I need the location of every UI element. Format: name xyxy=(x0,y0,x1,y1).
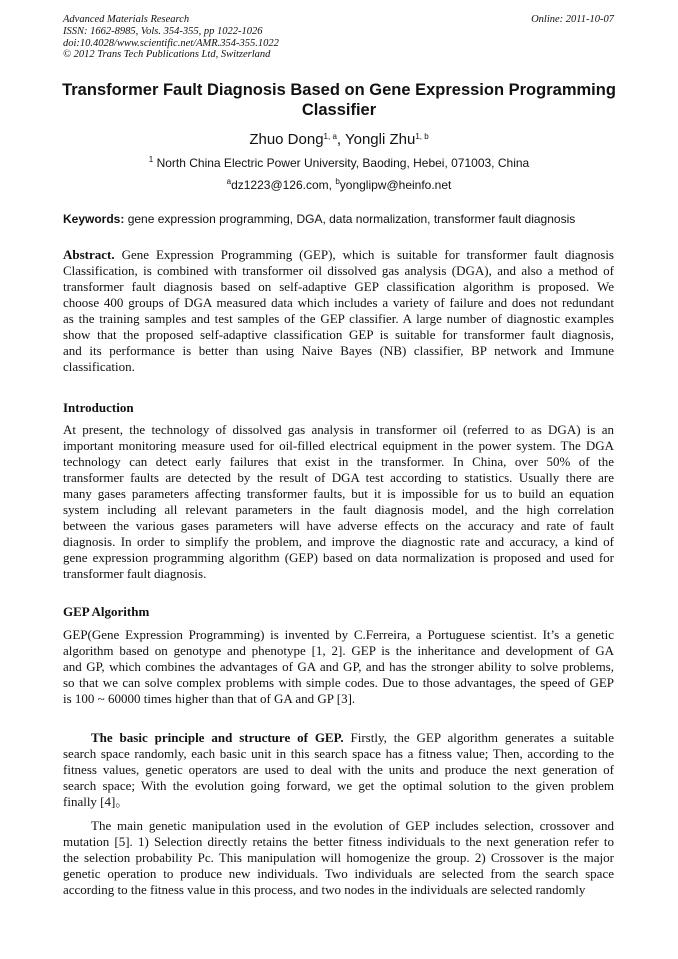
title-line: Transformer Fault Diagnosis Based on Gene Expression Programming xyxy=(62,81,616,99)
text-line: algorithm based on genotype and phenotype [1, 2]. GEP is the inheritance and development of GA xyxy=(63,643,614,658)
journal-header xyxy=(63,14,279,61)
title-line: Classifier xyxy=(301,101,377,119)
keywords-text: gene expression programming, DGA, data normalization, transformer fault diagnosis xyxy=(124,212,576,226)
text-line: between the various gases parameters will have adverse effects on the accuracy and rate of fault xyxy=(63,518,614,533)
text-line: the selection probability Pc. This manipulation will homogenize the group. 2) Crossover is the major xyxy=(63,850,614,865)
text-line: Abstract. Gene Expression Programming (GEP), which is suitable for transformer fault diagnosis xyxy=(63,247,614,262)
email-sup: b xyxy=(335,177,340,186)
author-sep: , xyxy=(336,131,345,148)
author-sup: 1, b xyxy=(415,132,429,141)
issn: ISSN: 1662-8985, Vols. 354-355, pp 1022-1026 xyxy=(63,25,263,37)
text-line: fitness values, genetic operators are used to deal with the units and produce the next generation of xyxy=(63,762,614,777)
email-a[interactable]: dz1223@126.com, xyxy=(231,178,336,192)
emails xyxy=(0,178,678,192)
text-line: choose 400 groups of DGA measured data which includes a variety of failure and does not redundant xyxy=(63,295,614,310)
authors xyxy=(0,131,678,148)
text-line: finally [4]。 xyxy=(63,794,129,809)
text-line: The main genetic manipulation used in the evolution of GEP includes selection, crossover and xyxy=(91,818,614,833)
manipulation-paragraph xyxy=(63,818,614,898)
run-in-heading: Abstract. xyxy=(63,247,115,262)
text-line: Classification, is combined with transformer oil dissolved gas analysis (DGA), and also a method of xyxy=(63,263,614,278)
text-line: search space randomly, each basic unit in this search space has a fitness value; Then, according to the xyxy=(63,746,614,761)
text-line: diagnosis. In order to simplify the problem, and improve the diagnostic rate and accuracy, a kind of xyxy=(63,534,614,549)
gep-paragraph xyxy=(63,627,614,707)
text-line: as the training samples and test samples of the GEP classifier. A large number of diagnostic examples xyxy=(63,311,614,326)
text-line: transformer faults are detected by the result of DGA test according to statistics. Usually there are xyxy=(63,470,614,485)
text-line: and its performance is better than using Naive Bayes (NB) classifier, BP network and Immune xyxy=(63,343,614,358)
online-date: Online: 2011-10-07 xyxy=(531,14,614,25)
text-line: system including all relevant parameters in the fault diagnosis model, and the high correlation xyxy=(63,502,614,517)
keywords-label: Keywords: xyxy=(63,212,125,226)
principle-paragraph xyxy=(63,730,614,810)
affiliation xyxy=(0,156,678,170)
text-line: genetic operation to produce new individuals. Two individuals are selected from the search space xyxy=(63,866,614,881)
paper-title xyxy=(40,80,638,120)
text-line: according to the fitness value in this process, and two nodes in the individuals are selected randomly xyxy=(63,882,586,897)
text-line: GEP(Gene Expression Programming) is invented by C.Ferreira, a Portuguese scientist. It’s a genetic xyxy=(63,627,614,642)
keywords xyxy=(63,212,575,226)
author: Yongli Zhu xyxy=(344,131,416,148)
text-line: gene expression programming algorithm (GEP) based on data normalization is proposed and used for xyxy=(63,550,614,565)
section-heading-introduction: Introduction xyxy=(63,400,134,415)
text-line: and GP, which combines the advantages of GA and GP, and has the stronger ability to solve problems, xyxy=(63,659,614,674)
introduction-paragraph xyxy=(63,422,614,582)
copyright: © 2012 Trans Tech Publications Ltd, Switzerland xyxy=(63,49,271,61)
text-line: The basic principle and structure of GEP. Firstly, the GEP algorithm generates a suitable xyxy=(91,730,614,745)
text-line: important monitoring measure used for oil-filled electrical equipment in the power system. The DGA xyxy=(63,438,614,453)
text-line: transformer fault diagnosis. xyxy=(63,566,207,581)
text-line: technology can detect early failures that exist in the transformer. In China, over 50% of the xyxy=(63,454,614,469)
text-line: search space; With the evolution going forward, we get the optimal solution to the given problem xyxy=(63,778,614,793)
doi: doi:10.4028/www.scientific.net/AMR.354-355.1022 xyxy=(63,37,279,49)
section-heading-gep: GEP Algorithm xyxy=(63,604,150,619)
run-in-heading: The basic principle and structure of GEP. xyxy=(91,730,344,745)
text-line: is 100 ~ 60000 times higher than that of GA and GP [3]. xyxy=(63,691,356,706)
text-line: mutation [5]. 1) Selection directly retains the better fitness individuals to the next generation refer to xyxy=(63,834,614,849)
aff-text: North China Electric Power University, Baoding, Hebei, 071003, China xyxy=(153,156,530,170)
author-sup: 1, a xyxy=(323,132,337,141)
text-line: At present, the technology of dissolved gas analysis in transformer oil (referred to as DGA) is an xyxy=(63,422,614,437)
aff-sup: 1 xyxy=(148,155,154,164)
journal-name: Advanced Materials Research xyxy=(63,14,190,25)
text-line: show that the proposed self-adaptive classification GEP is suitable for transformer fault diagnosis, xyxy=(63,327,614,342)
text-line: classification. xyxy=(63,359,135,374)
text-line: many gases parameters affecting transformer faults, but it is impossible for us to build an equation xyxy=(63,486,614,501)
email-b[interactable]: yonglipw@heinfo.net xyxy=(339,178,452,192)
author: Zhuo Dong xyxy=(249,131,324,148)
text-line: transformer fault diagnosis based on self-adaptive GEP classification algorithm is proposed. We xyxy=(63,279,614,294)
abstract xyxy=(63,247,614,375)
email-sup: a xyxy=(226,177,232,186)
text-line: so that we can solve complex problems with simple codes. Due to those advantages, the speed of GEP xyxy=(63,675,614,690)
